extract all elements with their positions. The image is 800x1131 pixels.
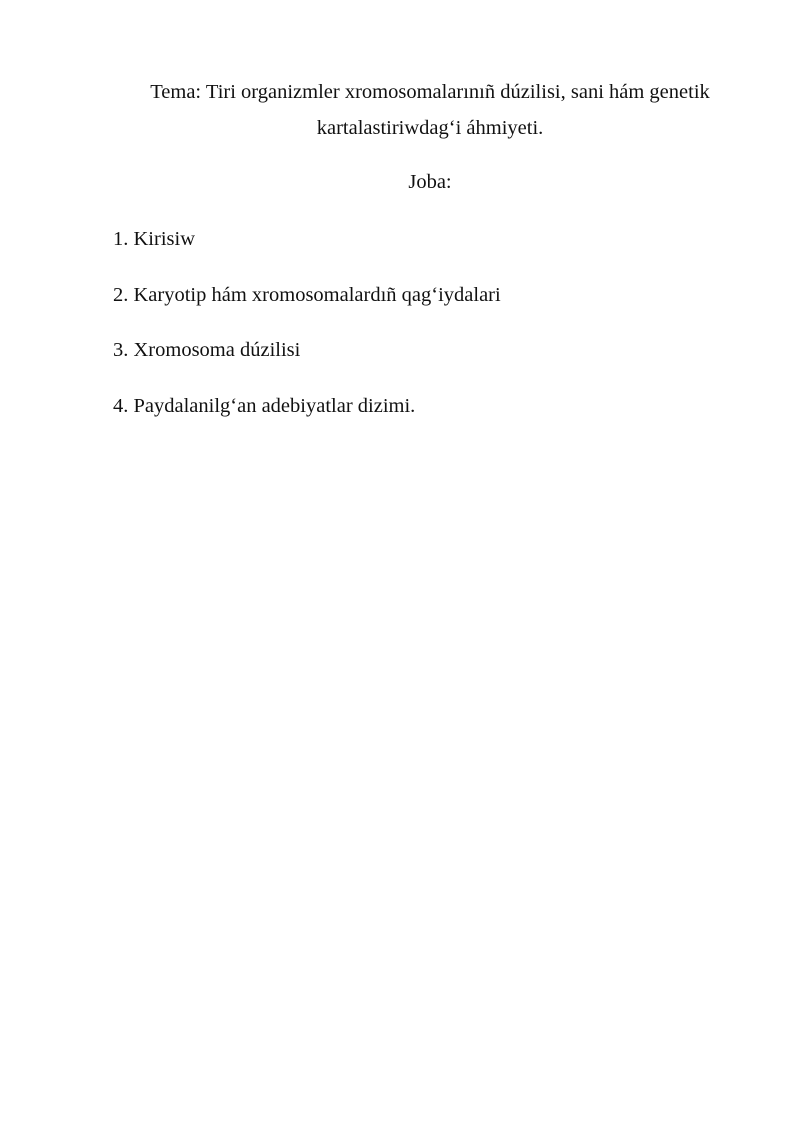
plan-item-2: 2. Karyotip hám xromosomalardıñ qag‘iydalari — [113, 283, 501, 306]
plan-item-1: 1. Kirisiw — [113, 228, 195, 250]
title-line-1: Tema: Tiri organizmler xromosomalarınıñ dúzilisi, sani hám genetik — [150, 81, 710, 103]
plan-list — [113, 225, 501, 447]
plan-heading: Joba: — [408, 171, 452, 193]
document-title — [110, 74, 750, 146]
plan-item-4: 4. Paydalanilg‘an adebiyatlar dizimi. — [113, 394, 416, 417]
plan-item-3: 3. Xromosoma dúzilisi — [113, 339, 301, 361]
title-line-2: kartalastiriwdag‘i áhmiyeti. — [316, 117, 544, 139]
